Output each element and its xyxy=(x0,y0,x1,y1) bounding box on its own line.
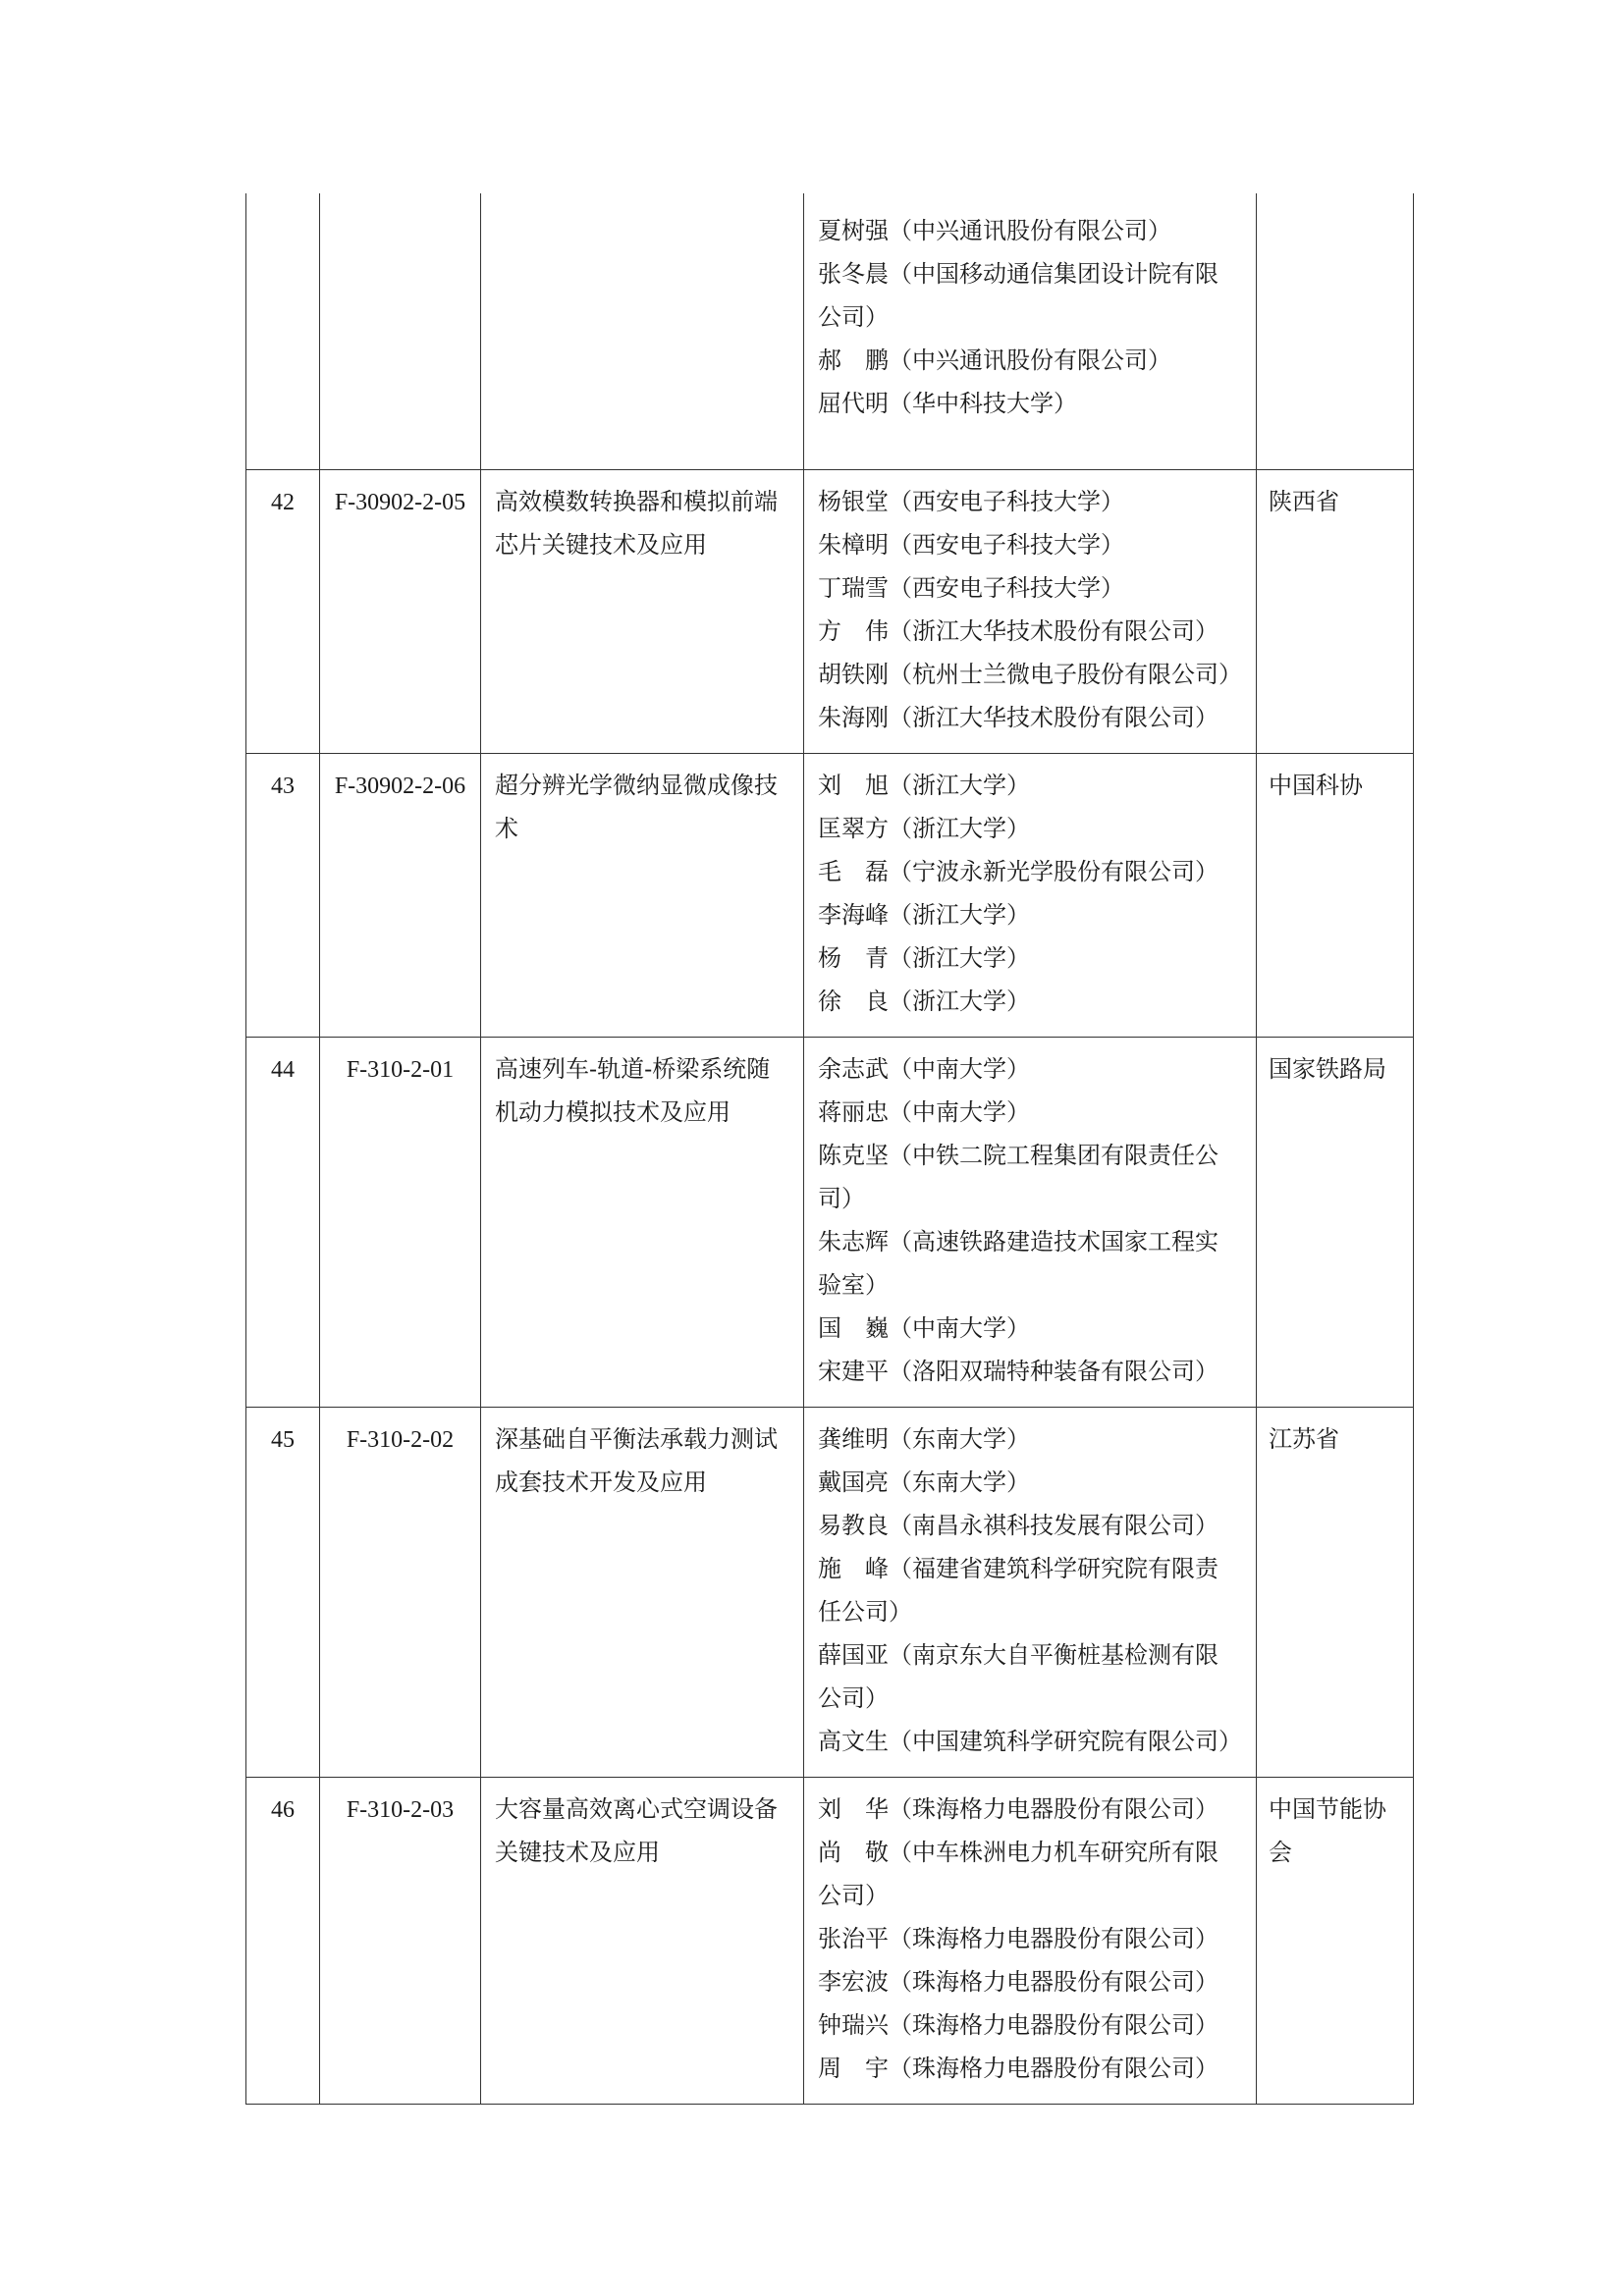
table-row xyxy=(246,1038,1414,1408)
nominator: 中国节能协会 xyxy=(1269,1795,1386,1866)
table-body xyxy=(246,193,1414,2105)
person-line: 李宏波（珠海格力电器股份有限公司） xyxy=(818,1968,1218,1996)
person-line: 周 宇（珠海格力电器股份有限公司） xyxy=(818,2055,1218,2082)
cell-code xyxy=(320,193,481,470)
cell-no xyxy=(246,193,320,470)
cell-nominator xyxy=(1257,1778,1414,2105)
person-line: 杨银堂（西安电子科技大学） xyxy=(818,488,1124,515)
person-line: 戴国亮（东南大学） xyxy=(818,1468,1030,1496)
project-code: F-310-2-02 xyxy=(320,1408,481,1778)
cell-project xyxy=(481,1778,804,2105)
person-line: 验室） xyxy=(818,1271,889,1299)
cell-nominator xyxy=(1257,1408,1414,1778)
cell-people xyxy=(804,1038,1257,1408)
award-table xyxy=(245,193,1414,2105)
project-code: F-30902-2-06 xyxy=(320,754,481,1038)
nominator: 中国科协 xyxy=(1269,772,1363,799)
project-name: 超分辨光学微纳显微成像技术 xyxy=(495,772,778,842)
person-line: 徐 良（浙江大学） xyxy=(818,988,1030,1015)
project-code: F-310-2-03 xyxy=(320,1778,481,2105)
person-line: 公司） xyxy=(818,303,889,331)
person-line: 余志武（中南大学） xyxy=(818,1055,1030,1083)
person-line: 匡翠方（浙江大学） xyxy=(818,815,1030,842)
cell-people xyxy=(804,1408,1257,1778)
table-row-continuation xyxy=(246,193,1414,470)
cell-project xyxy=(481,193,804,470)
project-name: 高效模数转换器和模拟前端芯片关键技术及应用 xyxy=(495,488,778,559)
person-line: 朱海刚（浙江大华技术股份有限公司） xyxy=(818,704,1218,731)
row-number: 43 xyxy=(246,754,320,1038)
project-code: F-310-2-01 xyxy=(320,1038,481,1408)
person-line: 刘 旭（浙江大学） xyxy=(818,772,1030,799)
person-line: 陈克坚（中铁二院工程集团有限责任公 xyxy=(818,1142,1218,1169)
cell-nominator xyxy=(1257,1038,1414,1408)
person-line: 蒋丽忠（中南大学） xyxy=(818,1098,1030,1126)
row-number: 45 xyxy=(246,1408,320,1778)
person-line: 胡铁刚（杭州士兰微电子股份有限公司） xyxy=(818,661,1242,688)
person-line: 公司） xyxy=(818,1882,889,1909)
project-name: 大容量高效离心式空调设备关键技术及应用 xyxy=(495,1795,778,1866)
table-row xyxy=(246,1778,1414,2105)
cell-people xyxy=(804,193,1257,470)
person-line: 毛 磊（宁波永新光学股份有限公司） xyxy=(818,858,1218,885)
person-line: 龚维明（东南大学） xyxy=(818,1425,1030,1453)
cell-project xyxy=(481,1408,804,1778)
cell-project xyxy=(481,1038,804,1408)
project-name: 高速列车-轨道-桥梁系统随机动力模拟技术及应用 xyxy=(495,1055,771,1126)
cell-people xyxy=(804,754,1257,1038)
cell-nominator xyxy=(1257,470,1414,754)
table-row xyxy=(246,470,1414,754)
person-line: 钟瑞兴（珠海格力电器股份有限公司） xyxy=(818,2011,1218,2039)
person-line: 刘 华（珠海格力电器股份有限公司） xyxy=(818,1795,1218,1823)
person-line: 张治平（珠海格力电器股份有限公司） xyxy=(818,1925,1218,1952)
person-line: 张冬晨（中国移动通信集团设计院有限 xyxy=(818,260,1218,288)
project-name: 深基础自平衡法承载力测试成套技术开发及应用 xyxy=(495,1425,778,1496)
table-row xyxy=(246,1408,1414,1778)
person-line: 屈代明（华中科技大学） xyxy=(818,390,1077,417)
person-line: 宋建平（洛阳双瑞特种装备有限公司） xyxy=(818,1358,1218,1385)
nominator: 陕西省 xyxy=(1269,488,1339,515)
person-line: 司） xyxy=(818,1185,865,1212)
person-line: 易教良（南昌永祺科技发展有限公司） xyxy=(818,1512,1218,1539)
person-line: 朱志辉（高速铁路建造技术国家工程实 xyxy=(818,1228,1218,1255)
nominator: 江苏省 xyxy=(1269,1425,1339,1453)
person-line: 丁瑞雪（西安电子科技大学） xyxy=(818,574,1124,602)
person-line: 薛国亚（南京东大自平衡桩基检测有限 xyxy=(818,1641,1218,1669)
cell-people xyxy=(804,470,1257,754)
person-line: 公司） xyxy=(818,1684,889,1712)
project-code: F-30902-2-05 xyxy=(320,470,481,754)
cell-nominator xyxy=(1257,193,1414,470)
person-line: 方 伟（浙江大华技术股份有限公司） xyxy=(818,617,1218,645)
cell-people xyxy=(804,1778,1257,2105)
person-line: 杨 青（浙江大学） xyxy=(818,944,1030,972)
row-number: 46 xyxy=(246,1778,320,2105)
person-line: 任公司） xyxy=(818,1598,912,1626)
cell-project xyxy=(481,470,804,754)
nominator: 国家铁路局 xyxy=(1269,1055,1386,1083)
table-row xyxy=(246,754,1414,1038)
row-number: 44 xyxy=(246,1038,320,1408)
person-line: 国 巍（中南大学） xyxy=(818,1314,1030,1342)
person-line: 郝 鹏（中兴通讯股份有限公司） xyxy=(818,347,1171,374)
cell-project xyxy=(481,754,804,1038)
person-line: 尚 敬（中车株洲电力机车研究所有限 xyxy=(818,1839,1218,1866)
person-line: 施 峰（福建省建筑科学研究院有限责 xyxy=(818,1555,1218,1582)
person-line: 李海峰（浙江大学） xyxy=(818,901,1030,929)
person-line: 夏树强（中兴通讯股份有限公司） xyxy=(818,217,1171,244)
person-line: 高文生（中国建筑科学研究院有限公司） xyxy=(818,1728,1242,1755)
cell-nominator xyxy=(1257,754,1414,1038)
row-number: 42 xyxy=(246,470,320,754)
person-line: 朱樟明（西安电子科技大学） xyxy=(818,531,1124,559)
